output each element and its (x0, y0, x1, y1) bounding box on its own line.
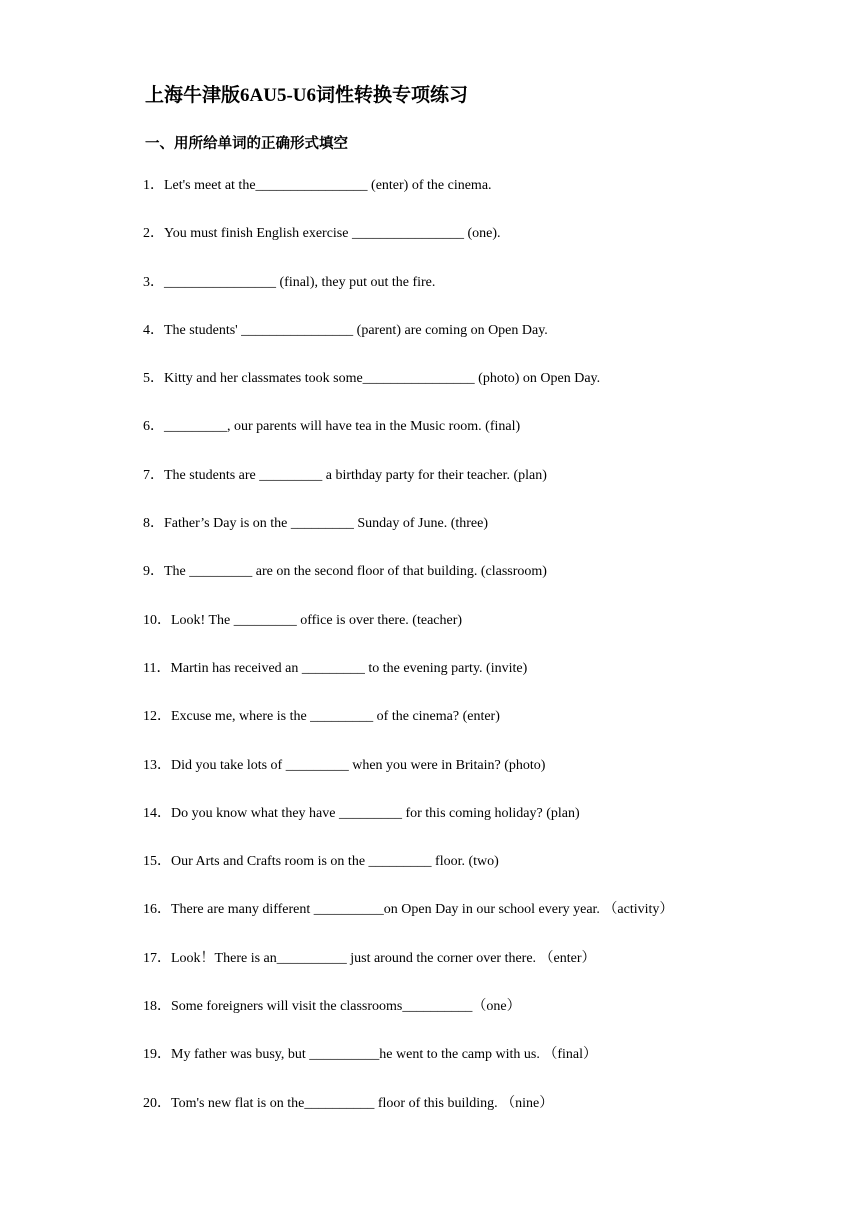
question-item: 4．The students' ________________ (parent) are coming on Open Day. (143, 322, 548, 338)
question-item: 9．The _________ are on the second floor of that building. (classroom) (143, 564, 547, 580)
question-item: 10．Look! The _________ office is over there. (teacher) (143, 612, 463, 628)
question-item: 17．Look！There is an__________ just around the corner over there. （enter） (143, 950, 596, 966)
question-item: 14．Do you know what they have _________ for this coming holiday? (plan) (143, 805, 580, 821)
question-item: 13．Did you take lots of _________ when you were in Britain? (photo) (143, 757, 546, 773)
question-item: 11．Martin has received an _________ to the evening party. (invite) (143, 660, 528, 676)
question-item: 16．There are many different __________on Open Day in our school every year. （activity） (143, 902, 674, 918)
question-item: 8．Father’s Day is on the _________ Sunday of June. (three) (143, 516, 489, 532)
question-item: 2．You must finish English exercise ________________ (one). (143, 226, 501, 242)
question-item: 3．________________ (final), they put out the fire. (143, 274, 436, 290)
question-item: 15．Our Arts and Crafts room is on the _________ floor. (two) (143, 854, 499, 870)
question-item: 20．Tom's new flat is on the__________ floor of this building. （nine） (143, 1095, 554, 1111)
question-list (143, 176, 673, 1142)
question-item: 6．_________, our parents will have tea in the Music room. (final) (143, 419, 521, 435)
page-title: 上海牛津版6AU5-U6词性转换专项练习 (145, 85, 468, 106)
question-item: 18．Some foreigners will visit the classrooms__________（one） (143, 999, 521, 1015)
question-item: 19．My father was busy, but __________he went to the camp with us. （final） (143, 1047, 598, 1063)
question-item: 12．Excuse me, where is the _________ of the cinema? (enter) (143, 709, 500, 725)
question-item: 5．Kitty and her classmates took some________________ (photo) on Open Day. (143, 371, 601, 387)
question-item: 1．Let's meet at the________________ (enter) of the cinema. (143, 178, 492, 193)
question-item: 7．The students are _________ a birthday party for their teacher. (plan) (143, 467, 547, 483)
section-heading: 一、用所给单词的正确形式填空 (145, 136, 348, 152)
